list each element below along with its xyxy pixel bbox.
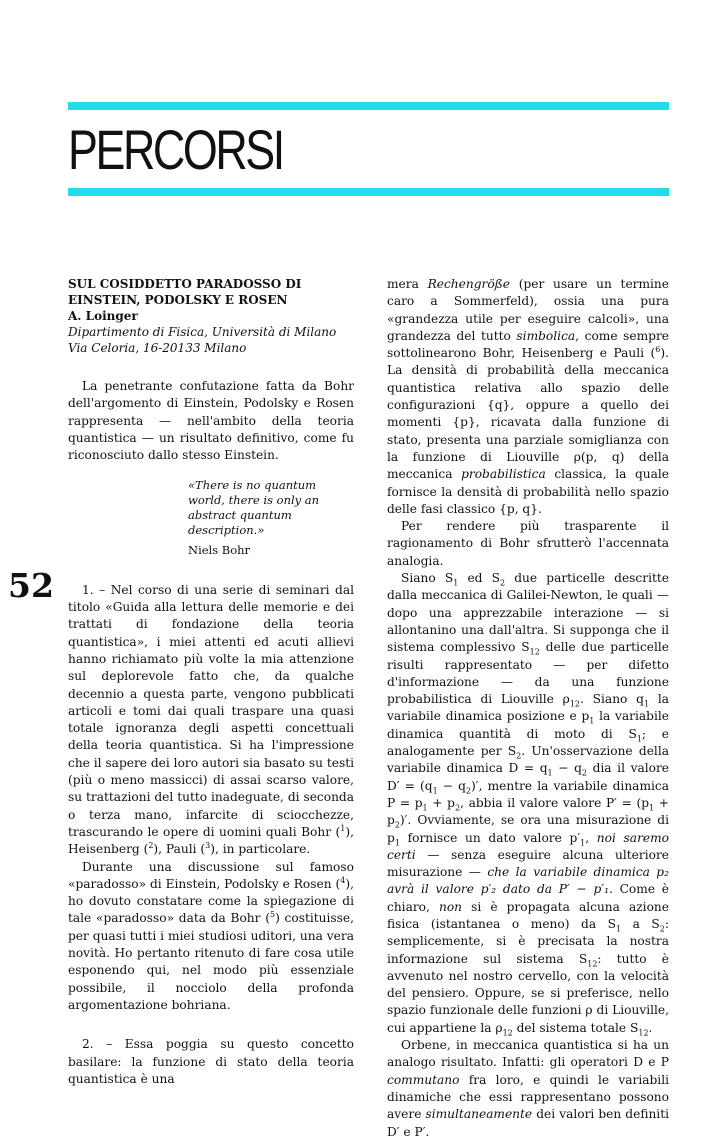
right-paragraph-4: Orbene, in meccanica quantistica si ha un analogo risultato. Infatti: gli operatori D e P commutano fra loro, e quindi le variabili dinamiche che essi rappresentano possono avere simultaneamente dei valori ben definiti D′ e P′.	[387, 1038, 669, 1139]
article-title-line2: EINSTEIN, PODOLSKY E ROSEN	[68, 293, 288, 307]
affiliation-line2: Via Celoria, 16-20133 Milano	[68, 341, 247, 355]
article-title-line1: SUL COSIDDETTO PARADOSSO DI	[68, 277, 302, 291]
article-author: A. Loinger	[68, 309, 138, 323]
right-paragraph-2: Per rendere più trasparente il ragionamento di Bohr sfrutterò l'accennata analogia.	[387, 519, 669, 568]
paragraph-1: 1. – Nel corso di una serie di seminari dal titolo «Guida alla lettura delle memorie e dei trattati di fondazione della teoria quantistica», i miei attenti ed acuti allievi hanno richiamato più volte la mia attenzione sul deplorevole fatto che, da qualche decennio a questa parte, vengono pubblicati articoli e tomi dai quali traspare una quasi totale ignoranza degli aspetti concettuali della teoria quantistica. Si ha l'impressione che il sapere dei loro autori sia basato su testi (più o meno massicci) di assai scarso valore, su trattazioni del tutto inadeguate, di seconda o terza mano, infarcite di sciocchezze, trascurando le opere di uomini quali Bohr ($^1$), Heisenberg ($^2$), Pauli ($^3$), in particolare.	[68, 582, 355, 857]
right-paragraph-1: mera Rechengröße (per usare un termine caro a Sommerfeld), ossia una pura «grandezza utile per eseguire calcoli», una grandezza del tutto simbolica, come sempre sottolinearono Bohr, Heisenberg e Pauli ($^6$). La densità di probabilità della meccanica quantistica relativa allo spazio delle configurazioni {q}, oppure a quello dei momenti {p}, ricavata dalla funzione di stato, presenta una parziale somiglianza con la funzione di Liouville ρ(p, q) della meccanica probabilistica classica, la quale fornisce la densità di probabilità nello spazio delle fasi classico {p, q}.	[387, 277, 670, 516]
abstract: La penetrante confutazione fatta da Bohr dell'argomento di Einstein, Podolsky e Rosen rappresenta — nell'ambito della teoria quantistica — un risultato definitivo, come fu riconosciuto dallo stesso Einstein.	[68, 379, 354, 463]
paragraph-2: Durante una discussione sul famoso «paradosso» di Einstein, Podolsky e Rosen ($^4$), ho dovuto constatare come la spiegazione di tale «paradosso» data da Bohr ($^5$) costituisse, per quasi tutti i miei studiosi uditori, una vera novità. Ho pertanto ritenuto di fare cosa utile esponendo qui, nel modo più essenziale possibile, il nocciolo della profonda argomentazione bohriana.	[68, 859, 354, 1012]
right-paragraph-3: Siano $S_1$ ed $S_2$ due particelle descritte dalla meccanica di Galilei-Newton, le quali — dopo una apprezzabile interazione — si allontanino una dall'altra. Si supponga che il sistema complessivo $S_{12}$ delle due particelle risulti rappresentato — per difetto d'informazione — da una funzione probabilistica di Liouville $\rho_{12}$. Siano $q_1$ la variabile dinamica posizione e $p_1$ la variabile dinamica quantità di moto di $S_1$; e analogamente per $S_2$. Un'osservazione della variabile dinamica $D = q_1 - q_2$ dia il valore $D' = (q_1 - q_2)'$, mentre la variabile dinamica $P = p_1 + p_2$, abbia il valore valore $P' = (p_1 + p_2)'$. Ovviamente, se ora una misurazione di $p_1$ fornisce un dato valore $p'_1$, noi saremo certi — senza eseguire alcuna ulteriore misurazione — che la variabile dinamica p₂ avrà il valore p′₂ dato da P′ − p′₁. Come è chiaro, non si è propagata alcuna azione fisica (istantanea o meno) da $S_1$ a $S_2$: semplicemente, si è precisata la nostra informazione sul sistema $S_{12}$: tutto è avvenuto nel nostro cervello, con la velocità del pensiero. Oppure, se si preferisce, nello spazio funzionale delle funzioni ρ di Liouville, cui appartiene la $\rho_{12}$ del sistema totale $S_{12}$.	[387, 571, 670, 1038]
article-title	[68, 276, 354, 308]
section-title: PERCORSI	[68, 118, 283, 181]
author-affiliation	[68, 324, 354, 356]
top-cyan-rule	[68, 102, 669, 110]
page-number: 52	[8, 566, 54, 605]
affiliation-line1: Dipartimento di Fisica, Università di Milano	[68, 325, 337, 339]
bottom-cyan-rule	[68, 188, 669, 196]
epigraph-quote: «There is no quantum world, there is only an abstract quantum description.»	[188, 478, 320, 538]
left-column	[68, 276, 354, 1088]
right-column	[387, 276, 669, 1141]
paragraph-3: 2. – Essa poggia su questo concetto basilare: la funzione di stato della teoria quantistica è una	[68, 1037, 354, 1086]
epigraph-author: Niels Bohr	[188, 543, 251, 558]
